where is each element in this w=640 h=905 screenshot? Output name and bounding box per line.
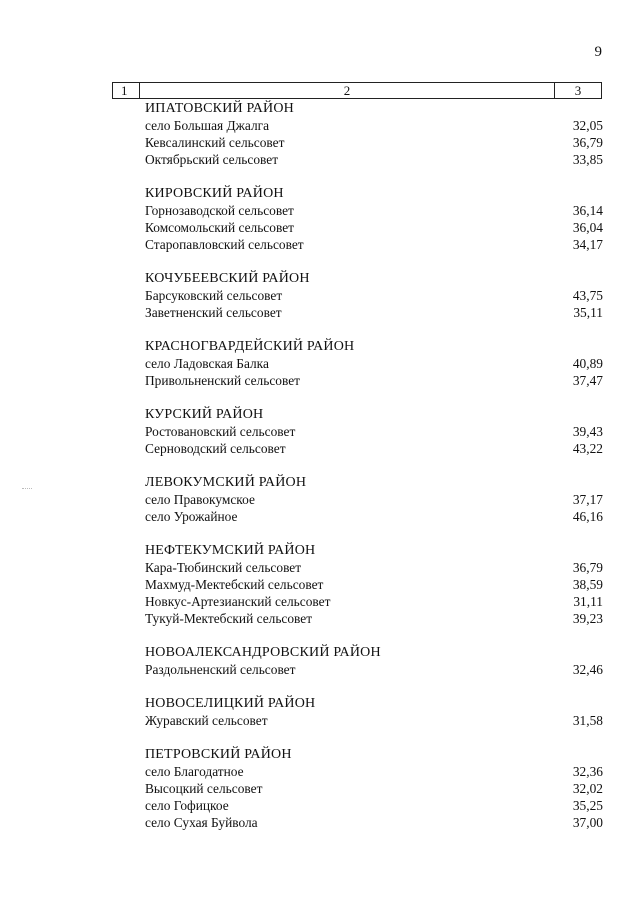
district-title: НОВОСЕЛИЦКИЙ РАЙОН (145, 696, 316, 711)
table-row (145, 797, 603, 814)
district-section (145, 270, 603, 321)
settlement-value: 39,23 (572, 611, 603, 626)
settlement-value: 36,79 (572, 560, 603, 575)
table-header-col-2: 2 (140, 83, 555, 98)
table-row (145, 151, 603, 168)
table-row (145, 780, 603, 797)
settlement-value: 31,58 (572, 713, 603, 728)
settlement-value: 32,36 (572, 764, 603, 779)
table-row (145, 491, 603, 508)
table-row (145, 559, 603, 576)
settlement-name: село Благодатное (145, 764, 244, 779)
settlement-value: 37,00 (572, 815, 603, 830)
table-row (145, 304, 603, 321)
settlement-value: 36,14 (572, 203, 603, 218)
settlement-value: 36,79 (572, 135, 603, 150)
settlement-value: 46,16 (572, 509, 603, 524)
district-list (145, 100, 603, 848)
settlement-value: 38,59 (572, 577, 603, 592)
table-row (145, 355, 603, 372)
settlement-name: село Правокумское (145, 492, 255, 507)
district-section (145, 100, 603, 168)
margin-mark (22, 488, 32, 490)
table-row (145, 661, 603, 678)
settlement-name: Ростовановский сельсовет (145, 424, 296, 439)
district-section (145, 644, 603, 678)
settlement-name: Заветненский сельсовет (145, 305, 282, 320)
district-title: ИПАТОВСКИЙ РАЙОН (145, 101, 294, 116)
table-row (145, 236, 603, 253)
table-row (145, 287, 603, 304)
district-section (145, 185, 603, 253)
settlement-value: 32,05 (572, 118, 603, 133)
settlement-name: Новкус-Артезианский сельсовет (145, 594, 331, 609)
settlement-name: село Гофицкое (145, 798, 229, 813)
table-row (145, 219, 603, 236)
settlement-value: 37,17 (572, 492, 603, 507)
district-title: КИРОВСКИЙ РАЙОН (145, 186, 284, 201)
table-row (145, 202, 603, 219)
settlement-name: Высоцкий сельсовет (145, 781, 263, 796)
table-row (145, 440, 603, 457)
table-row (145, 423, 603, 440)
settlement-value: 34,17 (572, 237, 603, 252)
page-number: 9 (594, 44, 602, 60)
settlement-name: Привольненский сельсовет (145, 373, 300, 388)
district-title: ПЕТРОВСКИЙ РАЙОН (145, 747, 292, 762)
district-title: НОВОАЛЕКСАНДРОВСКИЙ РАЙОН (145, 645, 381, 660)
settlement-name: Раздольненский сельсовет (145, 662, 296, 677)
district-section (145, 406, 603, 457)
district-title: КРАСНОГВАРДЕЙСКИЙ РАЙОН (145, 339, 355, 354)
settlement-name: Старопавловский сельсовет (145, 237, 304, 252)
district-title: КУРСКИЙ РАЙОН (145, 407, 264, 422)
table-header-col-3: 3 (574, 83, 582, 98)
settlement-value: 31,11 (573, 594, 603, 609)
settlement-name: село Большая Джалга (145, 118, 270, 133)
settlement-value: 35,25 (572, 798, 603, 813)
settlement-name: Кевсалинский сельсовет (145, 135, 285, 150)
settlement-name: село Сухая Буйвола (145, 815, 258, 830)
settlement-value: 39,43 (572, 424, 603, 439)
table-row (145, 134, 603, 151)
settlement-name: Журавский сельсовет (145, 713, 268, 728)
district-section (145, 542, 603, 627)
settlement-name: Серноводский сельсовет (145, 441, 286, 456)
table-row (145, 610, 603, 627)
settlement-name: Барсуковский сельсовет (145, 288, 283, 303)
settlement-name: село Урожайное (145, 509, 238, 524)
settlement-name: Махмуд-Мектебский сельсовет (145, 577, 324, 592)
settlement-name: Горнозаводской сельсовет (145, 203, 294, 218)
table-row (145, 712, 603, 729)
settlement-value: 36,04 (572, 220, 603, 235)
table-row (145, 117, 603, 134)
district-section (145, 746, 603, 831)
district-section (145, 338, 603, 389)
district-section (145, 695, 603, 729)
table-row (145, 508, 603, 525)
table-header (112, 82, 602, 99)
table-row (145, 576, 603, 593)
settlement-value: 32,46 (572, 662, 603, 677)
district-title: КОЧУБЕЕВСКИЙ РАЙОН (145, 271, 310, 286)
district-section (145, 474, 603, 525)
settlement-value: 33,85 (572, 152, 603, 167)
district-title: НЕФТЕКУМСКИЙ РАЙОН (145, 543, 316, 558)
settlement-value: 37,47 (572, 373, 603, 388)
table-row (145, 763, 603, 780)
table-row (145, 593, 603, 610)
settlement-value: 32,02 (572, 781, 603, 796)
settlement-name: Комсомольский сельсовет (145, 220, 294, 235)
settlement-name: Кара-Тюбинский сельсовет (145, 560, 302, 575)
settlement-value: 43,22 (572, 441, 603, 456)
settlement-name: Тукуй-Мектебский сельсовет (145, 611, 313, 626)
settlement-value: 43,75 (572, 288, 603, 303)
settlement-name: село Ладовская Балка (145, 356, 269, 371)
settlement-name: Октябрьский сельсовет (145, 152, 279, 167)
table-row (145, 814, 603, 831)
settlement-value: 35,11 (573, 305, 603, 320)
district-title: ЛЕВОКУМСКИЙ РАЙОН (145, 475, 307, 490)
settlement-value: 40,89 (572, 356, 603, 371)
table-row (145, 372, 603, 389)
table-header-col-1: 1 (113, 83, 140, 98)
